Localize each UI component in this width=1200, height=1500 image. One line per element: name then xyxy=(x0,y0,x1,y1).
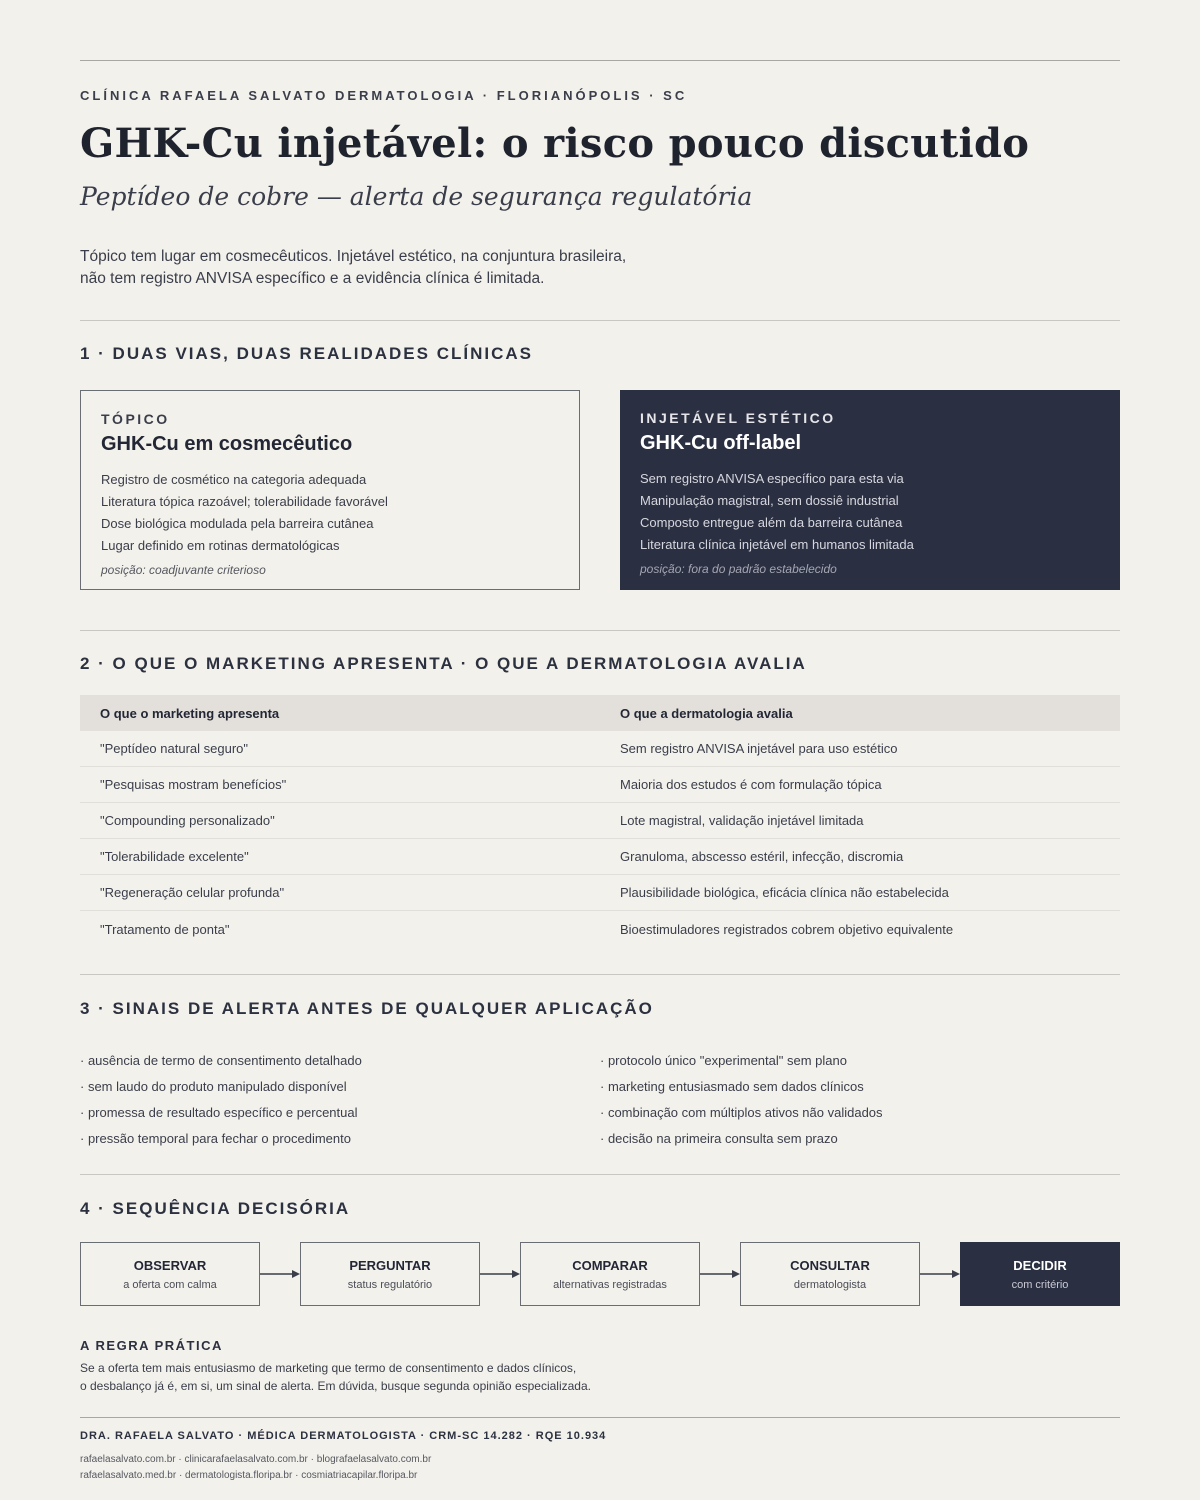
card-list xyxy=(640,468,1100,556)
table-cell: "Tratamento de ponta" xyxy=(100,921,230,937)
flow-step-perguntar xyxy=(300,1242,480,1306)
practical-rule-line: o desbalanço já é, em si, um sinal de alerta. Em dúvida, busque segunda opinião especializada. xyxy=(80,1379,591,1393)
card-list-item: Composto entregue além da barreira cutânea xyxy=(640,515,903,530)
section-1-title: 1 · DUAS VIAS, DUAS REALIDADES CLÍNICAS xyxy=(80,344,533,363)
card-list xyxy=(101,469,559,557)
card-eyebrow: TÓPICO xyxy=(101,411,170,427)
table-cell: Sem registro ANVISA injetável para uso estético xyxy=(620,741,898,756)
clinic-name: CLÍNICA RAFAELA SALVATO DERMATOLOGIA · FLORIANÓPOLIS · SC xyxy=(80,88,688,103)
flow-step-consultar xyxy=(740,1242,920,1306)
intro-text xyxy=(80,246,626,290)
arrow-right-icon xyxy=(920,1273,960,1275)
arrow-right-icon xyxy=(700,1273,740,1275)
arrow-right-icon xyxy=(480,1273,520,1275)
table-cell: "Compounding personalizado" xyxy=(100,813,275,828)
card-heading: GHK-Cu off-label xyxy=(640,432,802,454)
alert-item: · sem laudo do produto manipulado disponível xyxy=(80,1079,347,1094)
table-cell: Lote magistral, validação injetável limitada xyxy=(620,813,864,828)
practical-rule-line: Se a oferta tem mais entusiasmo de marketing que termo de consentimento e dados clínicos, xyxy=(80,1361,577,1375)
section-2-title: 2 · O QUE O MARKETING APRESENTA · O QUE A DERMATOLOGIA AVALIA xyxy=(80,654,807,673)
step-subtitle: com critério xyxy=(1011,1279,1069,1291)
step-subtitle: a oferta com calma xyxy=(123,1279,217,1291)
table-cell: Plausibilidade biológica, eficácia clínica não estabelecida xyxy=(620,885,949,900)
decision-flow xyxy=(80,1242,1120,1306)
card-heading: GHK-Cu em cosmecêutico xyxy=(101,433,353,455)
step-title: PERGUNTAR xyxy=(349,1258,431,1273)
alert-column-right xyxy=(600,1048,1120,1152)
step-title: OBSERVAR xyxy=(133,1258,207,1273)
step-title: CONSULTAR xyxy=(790,1258,870,1273)
alert-item: · decisão na primeira consulta sem prazo xyxy=(600,1131,838,1146)
alert-item: · marketing entusiasmado sem dados clínicos xyxy=(600,1079,864,1094)
card-position: posição: fora do padrão estabelecido xyxy=(640,562,837,576)
table-header-cell: O que a dermatologia avalia xyxy=(620,705,793,721)
card-injectable xyxy=(620,390,1120,590)
table-header-cell: O que o marketing apresenta xyxy=(100,705,280,721)
section-divider xyxy=(80,1174,1120,1175)
section-3-title: 3 · SINAIS DE ALERTA ANTES DE QUALQUER APLICAÇÃO xyxy=(80,999,654,1018)
section-divider xyxy=(80,320,1120,321)
section-divider xyxy=(80,974,1120,975)
intro-line: Tópico tem lugar em cosmecêuticos. Injetável estético, na conjuntura brasileira, xyxy=(80,248,627,265)
table-cell: "Pesquisas mostram benefícios" xyxy=(100,777,287,792)
step-title: DECIDIR xyxy=(1013,1258,1067,1273)
page-title: GHK-Cu injetável: o risco pouco discutido xyxy=(80,120,1030,167)
intro-line: não tem registro ANVISA específico e a evidência clínica é limitada. xyxy=(80,270,545,287)
alert-item: · protocolo único "experimental" sem plano xyxy=(600,1053,847,1068)
footer-link-line[interactable]: rafaelasalvato.med.br · dermatologista.floripa.br · cosmiatriacapilar.floripa.br xyxy=(80,1470,418,1481)
card-list-item: Sem registro ANVISA específico para esta via xyxy=(640,471,904,486)
footer-links xyxy=(80,1452,431,1484)
table-cell: "Regeneração celular profunda" xyxy=(100,885,285,900)
card-list-item: Literatura tópica razoável; tolerabilidade favorável xyxy=(101,494,388,509)
table-cell: Bioestimuladores registrados cobrem objetivo equivalente xyxy=(620,921,954,937)
card-list-item: Literatura clínica injetável em humanos limitada xyxy=(640,537,914,552)
card-list-item: Lugar definido em rotinas dermatológicas xyxy=(101,538,340,553)
comparison-table xyxy=(80,695,1120,947)
page-subtitle: Peptídeo de cobre — alerta de segurança regulatória xyxy=(80,182,753,211)
alert-item: · pressão temporal para fechar o procedimento xyxy=(80,1131,351,1146)
table-row xyxy=(80,875,1120,911)
alert-item: · combinação com múltiplos ativos não validados xyxy=(600,1105,883,1120)
table-row xyxy=(80,911,1120,947)
table-cell: "Peptídeo natural seguro" xyxy=(100,741,248,756)
table-cell: Granuloma, abscesso estéril, infecção, discromia xyxy=(620,849,904,864)
card-topical xyxy=(80,390,580,590)
table-row xyxy=(80,731,1120,767)
footer-doctor: DRA. RAFAELA SALVATO · MÉDICA DERMATOLOGISTA · CRM-SC 14.282 · RQE 10.934 xyxy=(80,1430,607,1442)
step-title: COMPARAR xyxy=(572,1258,648,1273)
flow-step-comparar xyxy=(520,1242,700,1306)
flow-step-observar xyxy=(80,1242,260,1306)
alert-signs xyxy=(80,1048,1120,1152)
table-header xyxy=(80,695,1120,731)
alert-item: · promessa de resultado específico e percentual xyxy=(80,1105,358,1120)
card-list-item: Registro de cosmético na categoria adequada xyxy=(101,472,367,487)
top-divider xyxy=(80,60,1120,61)
card-position: posição: coadjuvante criterioso xyxy=(101,563,266,577)
practical-rule-title: A REGRA PRÁTICA xyxy=(80,1338,223,1353)
table-row xyxy=(80,767,1120,803)
step-subtitle: alternativas registradas xyxy=(553,1279,667,1291)
flow-step-decidir xyxy=(960,1242,1120,1306)
card-list-item: Dose biológica modulada pela barreira cutânea xyxy=(101,516,374,531)
footer-link-line[interactable]: rafaelasalvato.com.br · clinicarafaelasalvato.com.br · blografaelasalvato.com.br xyxy=(80,1454,432,1465)
card-eyebrow: INJETÁVEL ESTÉTICO xyxy=(640,410,836,426)
footer-divider xyxy=(80,1417,1120,1418)
section-divider xyxy=(80,630,1120,631)
card-list-item: Manipulação magistral, sem dossiê industrial xyxy=(640,493,899,508)
arrow-right-icon xyxy=(260,1273,300,1275)
step-subtitle: dermatologista xyxy=(793,1279,867,1291)
table-row xyxy=(80,803,1120,839)
table-cell: Maioria dos estudos é com formulação tópica xyxy=(620,777,882,792)
practical-rule-text xyxy=(80,1359,591,1395)
alert-column-left xyxy=(80,1048,600,1152)
table-cell: "Tolerabilidade excelente" xyxy=(100,849,249,864)
alert-item: · ausência de termo de consentimento detalhado xyxy=(80,1053,362,1068)
step-subtitle: status regulatório xyxy=(347,1279,433,1291)
section-4-title: 4 · SEQUÊNCIA DECISÓRIA xyxy=(80,1199,351,1218)
table-row xyxy=(80,839,1120,875)
